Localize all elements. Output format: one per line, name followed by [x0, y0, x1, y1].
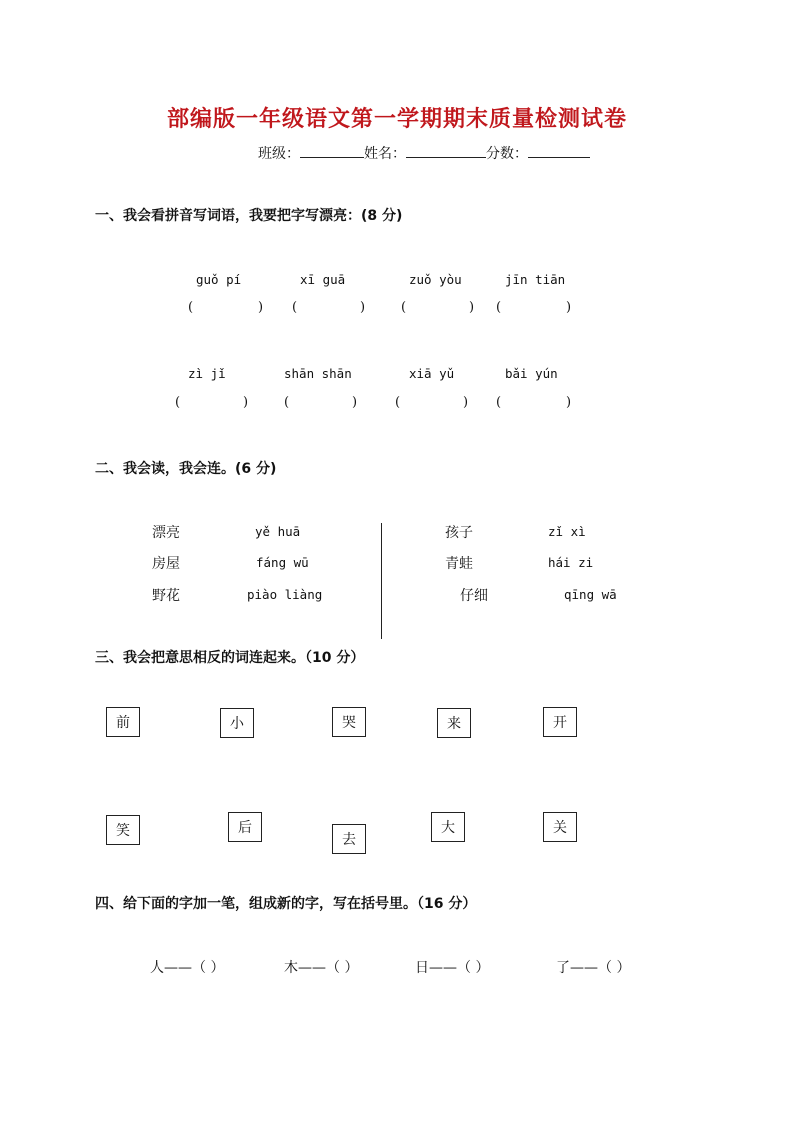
answer-paren-open: ( — [175, 395, 181, 410]
pinyin-item: shān shān — [284, 366, 352, 381]
pinyin-item: jīn tiān — [505, 272, 566, 287]
answer-paren-close: ) — [352, 395, 358, 410]
section4-heading: 四、给下面的字加一笔，组成新的字，写在括号里。（16 分） — [95, 896, 477, 912]
page-title: 部编版一年级语文第一学期期末质量检测试卷 — [166, 107, 627, 132]
add-stroke-item: 人——（ ） — [150, 960, 225, 976]
answer-paren-close: ) — [360, 300, 366, 315]
answer-paren-close: ) — [469, 300, 475, 315]
name-label: 姓名： — [364, 146, 406, 162]
match-pinyin: zǐ xì — [548, 524, 586, 539]
match-word: 漂亮 — [152, 525, 180, 541]
match-pinyin: fáng wū — [256, 555, 309, 570]
antonym-box[interactable]: 哭 — [332, 707, 366, 737]
match-word: 仔细 — [460, 588, 488, 604]
match-pinyin: yě huā — [255, 524, 301, 539]
add-stroke-item: 了——（ ） — [556, 960, 631, 976]
column-divider — [381, 523, 382, 639]
match-pinyin: qīng wā — [564, 587, 617, 602]
answer-paren-close: ) — [243, 395, 249, 410]
answer-paren-open: ( — [496, 395, 502, 410]
answer-paren-open: ( — [284, 395, 290, 410]
answer-paren-close: ) — [463, 395, 469, 410]
score-blank[interactable] — [528, 143, 590, 158]
match-word: 房屋 — [152, 556, 180, 572]
class-blank[interactable] — [300, 143, 364, 158]
match-pinyin: piào liàng — [247, 587, 323, 602]
antonym-box[interactable]: 开 — [543, 707, 577, 737]
pinyin-item: xī guā — [300, 272, 346, 287]
antonym-box[interactable]: 后 — [228, 812, 262, 842]
antonym-box[interactable]: 大 — [431, 812, 465, 842]
answer-paren-open: ( — [292, 300, 298, 315]
name-blank[interactable] — [406, 143, 486, 158]
match-word: 孩子 — [445, 525, 473, 541]
answer-paren-open: ( — [395, 395, 401, 410]
student-info-line — [258, 143, 590, 163]
answer-paren-close: ) — [566, 300, 572, 315]
class-label: 班级： — [258, 146, 300, 162]
section1-heading: 一、我会看拼音写词语，我要把字写漂亮：(8 分) — [95, 208, 403, 224]
pinyin-item: xiā yǔ — [409, 366, 455, 381]
answer-paren-close: ) — [258, 300, 264, 315]
pinyin-item: zuǒ yòu — [409, 272, 462, 287]
answer-paren-open: ( — [496, 300, 502, 315]
answer-paren-open: ( — [188, 300, 194, 315]
match-word: 野花 — [152, 588, 180, 604]
add-stroke-item: 木——（ ） — [284, 960, 359, 976]
antonym-box[interactable]: 去 — [332, 824, 366, 854]
antonym-box[interactable]: 来 — [437, 708, 471, 738]
pinyin-item: guǒ pí — [196, 272, 242, 287]
score-label: 分数： — [486, 146, 528, 162]
match-word: 青蛙 — [445, 556, 473, 572]
add-stroke-item: 日——（ ） — [415, 960, 490, 976]
answer-paren-close: ) — [566, 395, 572, 410]
section3-heading: 三、我会把意思相反的词连起来。（10 分） — [95, 650, 365, 666]
answer-paren-open: ( — [401, 300, 407, 315]
pinyin-item: zì jǐ — [188, 366, 226, 381]
antonym-box[interactable]: 笑 — [106, 815, 140, 845]
match-pinyin: hái zi — [548, 555, 594, 570]
antonym-box[interactable]: 前 — [106, 707, 140, 737]
antonym-box[interactable]: 小 — [220, 708, 254, 738]
antonym-box[interactable]: 关 — [543, 812, 577, 842]
pinyin-item: bǎi yún — [505, 366, 558, 381]
section2-heading: 二、我会读，我会连。(6 分) — [95, 461, 277, 477]
